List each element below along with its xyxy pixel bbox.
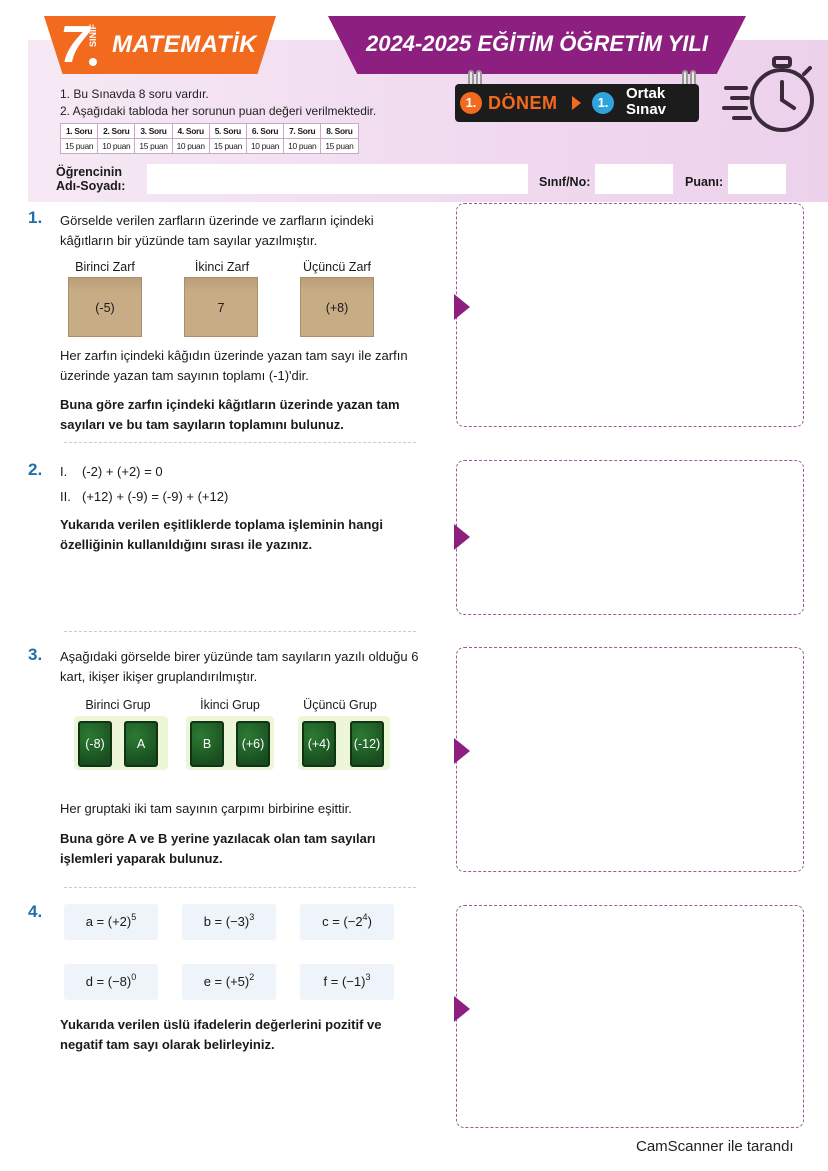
student-label-line-2: Adı-Soyadı: xyxy=(56,179,126,193)
expression-base: c = (−2 xyxy=(322,914,363,929)
score-table xyxy=(60,123,359,154)
question-divider xyxy=(64,631,416,632)
expression-exponent: 3 xyxy=(365,972,371,982)
exam-label-line-1: Ortak xyxy=(626,85,666,102)
answer-arrow-icon xyxy=(454,996,470,1022)
question-4-prompt: Yukarıda verilen üslü ifadelerin değerlerini pozitif ve negatif tam sayı olarak belirleyiniz. xyxy=(60,1017,382,1052)
grade-word: SINIF xyxy=(88,24,98,48)
envelope-3-label: Üçüncü Zarf xyxy=(302,260,372,274)
question-divider xyxy=(64,442,416,443)
exam-label xyxy=(626,86,666,118)
stopwatch-icon xyxy=(720,52,820,140)
expression-a xyxy=(64,904,158,940)
card: (-12) xyxy=(350,721,384,767)
question-1-condition: Her zarfın içindeki kâğıdın üzerinde yazan tam sayı ile zarfın üzerinde yazan tam sayının toplamı (-1)'dir. xyxy=(60,348,408,383)
question-divider xyxy=(64,887,416,888)
expression-exponent: 2 xyxy=(249,972,255,982)
expression-d xyxy=(64,964,158,1000)
question-3-condition: Her gruptaki iki tam sayının çarpımı birbirine eşittir. xyxy=(60,801,352,816)
statement-2: (+12) + (-9) = (-9) + (+12) xyxy=(82,489,229,504)
expression-exponent: 0 xyxy=(131,972,137,982)
expression-base: a = (+2) xyxy=(85,914,132,929)
answer-box-4[interactable] xyxy=(456,905,804,1128)
exam-number: 1. xyxy=(592,92,614,114)
score-label: Puanı: xyxy=(685,175,724,189)
card: (+4) xyxy=(302,721,336,767)
question-3-number: 3. xyxy=(28,645,43,664)
answer-arrow-icon xyxy=(454,294,470,320)
grade-number: 7 xyxy=(60,16,89,74)
student-name-field[interactable] xyxy=(147,164,528,194)
card: (-8) xyxy=(78,721,112,767)
term-number: 1. xyxy=(460,92,482,114)
group-2-label: İkinci Grup xyxy=(200,698,260,712)
score-cell: 10 puan xyxy=(284,139,321,154)
expression-base: d = (−8) xyxy=(85,974,132,989)
envelope-3-value: (+8) xyxy=(325,301,349,315)
info-line-1: 1. Bu Sınavda 8 soru vardır. xyxy=(60,87,209,101)
scanner-watermark: CamScanner ile tarandı xyxy=(636,1138,794,1155)
question-2-number: 2. xyxy=(28,460,43,479)
expression-c xyxy=(300,904,394,940)
score-table-points-row xyxy=(61,139,359,154)
answer-box-2[interactable] xyxy=(456,460,804,615)
score-cell: 15 puan xyxy=(61,139,98,154)
question-1-prompt: Buna göre zarfın içindeki kâğıtların üzerinde yazan tam sayıları ve bu tam sayıların toplamını bulunuz. xyxy=(60,397,400,432)
answer-arrow-icon xyxy=(454,738,470,764)
class-number-label: Sınıf/No: xyxy=(539,175,591,189)
score-cell: 10 puan xyxy=(98,139,135,154)
expression-f xyxy=(300,964,394,1000)
class-number-field[interactable] xyxy=(595,164,673,194)
expression-base: e = (+5) xyxy=(203,974,250,989)
score-table-questions-row xyxy=(61,124,359,139)
question-4-number: 4. xyxy=(28,902,43,921)
info-line-2: 2. Aşağıdaki tabloda her sorunun puan değeri verilmektedir. xyxy=(60,104,377,118)
arrow-right-icon xyxy=(572,96,581,110)
subject-title: MATEMATİK xyxy=(112,31,257,58)
card: (+6) xyxy=(236,721,270,767)
group-1-label: Birinci Grup xyxy=(85,698,151,712)
question-3-intro: Aşağıdaki görselde birer yüzünde tam sayıların yazılı olduğu 6 kart, ikişer ikişer gruplandırılmıştır. xyxy=(60,649,419,684)
statement-1: (-2) + (+2) = 0 xyxy=(82,464,163,479)
card: A xyxy=(124,721,158,767)
score-cell: 4. Soru xyxy=(172,124,209,139)
score-cell: 15 puan xyxy=(209,139,246,154)
score-cell: 7. Soru xyxy=(284,124,321,139)
grade-dot xyxy=(89,58,97,66)
expression-exponent: 3 xyxy=(249,912,255,922)
score-cell: 8. Soru xyxy=(321,124,358,139)
question-2-prompt: Yukarıda verilen eşitliklerde toplama işleminin hangi özelliğinin kullanıldığını sırası ile yazınız. xyxy=(60,517,383,552)
card: B xyxy=(190,721,224,767)
statement-2-number: II. xyxy=(60,489,71,504)
score-cell: 6. Soru xyxy=(246,124,283,139)
group-3-label: Üçüncü Grup xyxy=(303,698,377,712)
expression-b xyxy=(182,904,276,940)
score-cell: 3. Soru xyxy=(135,124,172,139)
expression-base: f = (−1) xyxy=(323,974,366,989)
question-3-prompt: Buna göre A ve B yerine yazılacak olan tam sayıları işlemleri yaparak bulunuz. xyxy=(60,831,376,866)
student-name-label xyxy=(56,165,125,193)
expression-tail: ) xyxy=(367,914,372,929)
statement-1-number: I. xyxy=(60,464,68,479)
score-cell: 10 puan xyxy=(172,139,209,154)
expression-exponent: 4 xyxy=(362,912,368,922)
answer-box-1[interactable] xyxy=(456,203,804,427)
term-label: DÖNEM xyxy=(488,93,558,113)
envelope-1-value: (-5) xyxy=(95,301,115,315)
score-cell: 2. Soru xyxy=(98,124,135,139)
envelope-1-label: Birinci Zarf xyxy=(75,260,135,274)
envelope-2-label: İkinci Zarf xyxy=(194,260,250,274)
expression-exponent: 5 xyxy=(131,912,137,922)
student-label-line-1: Öğrencinin xyxy=(56,165,122,179)
score-cell: 15 puan xyxy=(135,139,172,154)
school-year: 2024-2025 EĞİTİM ÖĞRETİM YILI xyxy=(366,31,708,56)
score-cell: 10 puan xyxy=(246,139,283,154)
score-cell: 15 puan xyxy=(321,139,358,154)
expression-base: b = (−3) xyxy=(203,914,250,929)
answer-arrow-icon xyxy=(454,524,470,550)
question-1-number: 1. xyxy=(28,208,43,227)
envelope-2-value: 7 xyxy=(217,301,225,315)
score-cell: 5. Soru xyxy=(209,124,246,139)
expression-e xyxy=(182,964,276,1000)
score-field[interactable] xyxy=(728,164,786,194)
question-1-intro: Görselde verilen zarfların üzerinde ve zarfların içindeki kâğıtların bir yüzünde tam sayılar yazılmıştır. xyxy=(60,213,374,248)
exam-label-line-2: Sınav xyxy=(626,101,667,118)
answer-box-3[interactable] xyxy=(456,647,804,872)
score-cell: 1. Soru xyxy=(61,124,98,139)
